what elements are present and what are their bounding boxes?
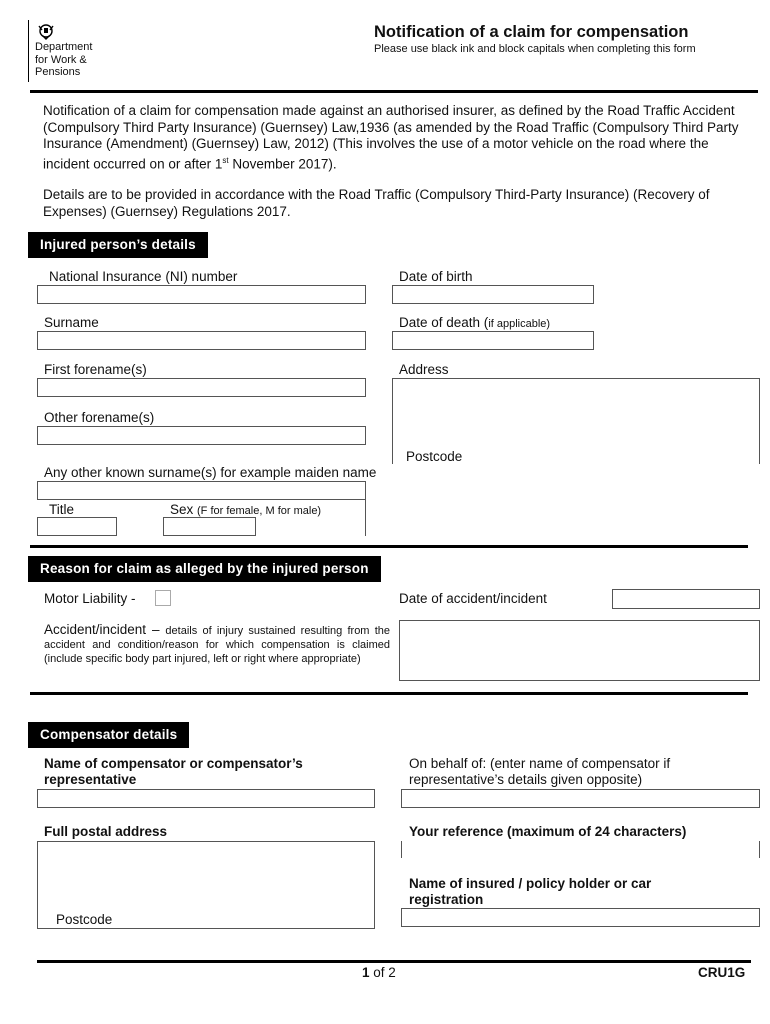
injured-heading: Injured person’s details [28, 232, 208, 258]
motor-liability-label: Motor Liability - [44, 591, 136, 606]
insured-label: Name of insured / policy holder or car registration [409, 876, 652, 907]
accident-date-input[interactable] [612, 589, 760, 609]
address-label: Address [399, 362, 449, 377]
dept-line-1: Department [35, 41, 93, 53]
other-forename-label: Other forename(s) [44, 410, 155, 425]
surname-input[interactable] [37, 331, 366, 350]
surname-label: Surname [44, 315, 99, 330]
motor-liability-checkbox[interactable] [155, 590, 171, 606]
dept-line-2: for Work & [35, 53, 87, 66]
dob-label: Date of birth [399, 269, 473, 284]
reason-heading: Reason for claim as alleged by the injured person [28, 556, 381, 582]
dod-label: Date of death (if applicable) [399, 315, 551, 330]
page-number: 1 of 2 [362, 965, 396, 980]
dod-input[interactable] [392, 331, 594, 350]
compensator-postcode-label: Postcode [56, 912, 113, 927]
page-title: Notification of a claim for compensation [374, 23, 689, 41]
accident-description-label: Accident/incident – details of injury sustained resulting from the accident and condition/reason for which compensation is claimed (include specific body part injured, left or right where appropriate) [44, 622, 390, 665]
footer-rule [37, 960, 751, 963]
sex-label: Sex (F for female, M for male) [170, 502, 322, 517]
reference-label: Your reference (maximum of 24 characters) [409, 824, 687, 839]
sex-input[interactable] [163, 517, 256, 536]
known-surname-label: Any other known surname(s) for example maiden name [44, 465, 377, 480]
header-rule [30, 90, 758, 93]
accident-date-label: Date of accident/incident [399, 591, 547, 606]
crest-icon [35, 22, 57, 40]
dwp-logo [28, 20, 119, 82]
dept-line-3: Pensions [35, 66, 81, 78]
ni-label: National Insurance (NI) number [49, 269, 238, 284]
title-label: Title [49, 502, 75, 517]
page-subtitle: Please use black ink and block capitals when completing this form [374, 43, 696, 55]
intro-paragraph-2: Details are to be provided in accordance with the Road Traffic (Compulsory Third-Party Insurance) (Recovery of Expenses) (Guernsey) Regulations 2017. [43, 187, 710, 219]
postal-address-label: Full postal address [44, 824, 168, 839]
insured-input[interactable] [401, 908, 760, 927]
intro-paragraph-1: Notification of a claim for compensation made against an authorised insurer, as defined by the Road Traffic Accident (Compulsory Third Party Insurance) (Guernsey) Law,1936 (as amended by the Road Traffic (Compulsory Third Party Insurance (Amendment) (Guernsey) Law, 2012) (This involves the use of a motor vehicle on the road where the incident occurred on or after 1st November 2017). [43, 103, 739, 171]
reference-input[interactable] [401, 841, 760, 858]
known-surname-input[interactable] [37, 481, 366, 500]
compensator-heading: Compensator details [28, 722, 189, 748]
divider-vertical [365, 500, 366, 536]
first-forename-input[interactable] [37, 378, 366, 397]
other-forename-input[interactable] [37, 426, 366, 445]
form-code: CRU1G [698, 965, 746, 980]
dob-input[interactable] [392, 285, 594, 304]
on-behalf-input[interactable] [401, 789, 760, 808]
section-rule-1 [30, 545, 748, 548]
address-input[interactable] [392, 378, 760, 464]
on-behalf-label: On behalf of: (enter name of compensator if representative’s details given opposite) [409, 756, 671, 787]
compensator-name-input[interactable] [37, 789, 375, 808]
compensator-name-label: Name of compensator or compensator’s representative [44, 756, 303, 787]
accident-description-input[interactable] [399, 620, 760, 681]
title-input[interactable] [37, 517, 117, 536]
section-rule-2 [30, 692, 748, 695]
first-forename-label: First forename(s) [44, 362, 147, 377]
postal-address-input[interactable] [37, 841, 375, 929]
ni-input[interactable] [37, 285, 366, 304]
address-postcode-label: Postcode [406, 449, 463, 464]
